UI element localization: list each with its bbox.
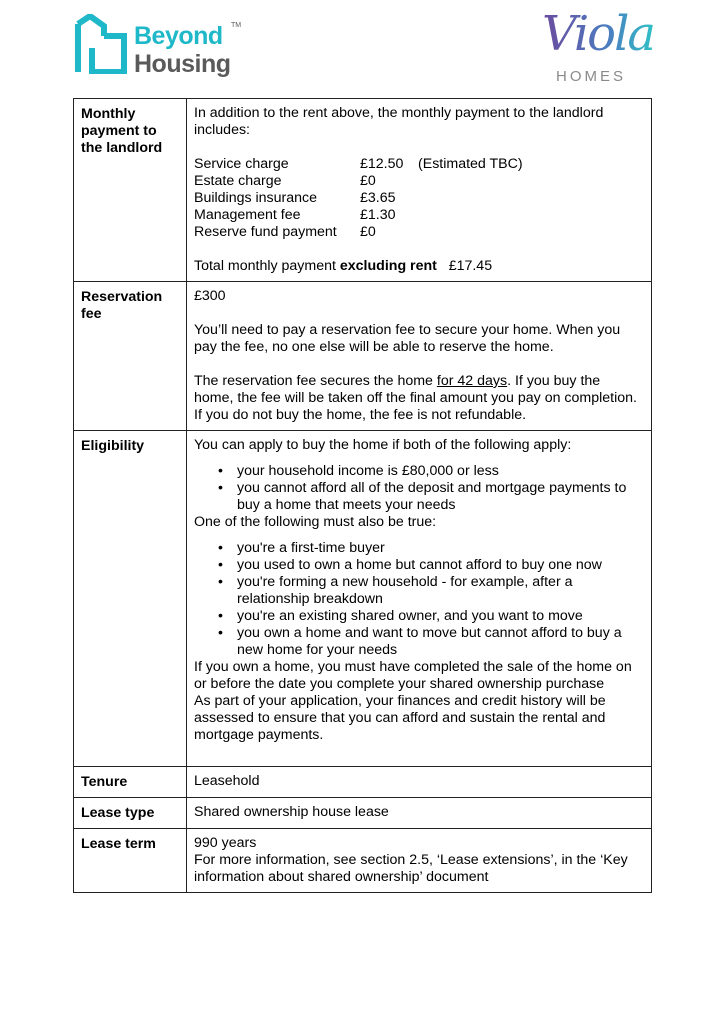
- list-item: • you're a first-time buyer: [194, 540, 643, 557]
- row-reservation-fee: [74, 282, 652, 431]
- row-eligibility: [74, 431, 652, 767]
- lease-term-value: 990 years: [194, 835, 257, 851]
- fee-note: (Estimated TBC): [418, 156, 523, 172]
- row-label: Lease term: [74, 829, 187, 893]
- viola-script: Viola: [542, 6, 655, 62]
- row-label: Tenure: [74, 767, 187, 798]
- viola-homes-logo: [540, 6, 655, 88]
- homes-text: HOMES: [556, 68, 627, 85]
- fee-name: Service charge: [194, 156, 289, 172]
- fee-name: Estate charge: [194, 173, 282, 189]
- monthly-intro: In addition to the rent above, the monthly payment to the landlord includes:: [194, 105, 604, 138]
- eligibility-mid: One of the following must also be true:: [194, 514, 437, 530]
- eligibility-outro-1: If you own a home, you must have completed the sale of the home on or before the date you complete your shared ownership purchase: [194, 659, 632, 692]
- fee-item: [194, 207, 643, 224]
- fee-amount: £0: [360, 173, 376, 189]
- list-item: • you're forming a new household - for example, after a relationship breakdown: [194, 574, 643, 608]
- logo-trademark: TM: [231, 22, 242, 29]
- lease-term-note: For more information, see section 2.5, ‘Lease extensions’, in the ‘Key information about shared ownership’ document: [194, 852, 628, 885]
- eligibility-outro-2: As part of your application, your finances and credit history will be assessed to ensure that you can afford and sustain the rental and mortgage payments.: [194, 693, 606, 743]
- fee-amount: £0: [360, 224, 376, 240]
- fee-item: [194, 156, 643, 173]
- list-item: • your household income is £80,000 or less: [194, 463, 643, 480]
- reservation-amount: £300: [194, 288, 226, 304]
- row-value: Leasehold: [187, 767, 652, 798]
- eligibility-list-1: [194, 463, 643, 514]
- eligibility-list-2: [194, 540, 643, 659]
- reservation-period: for 42 days: [436, 373, 508, 389]
- fee-item: [194, 190, 643, 207]
- total-amount: £17.45: [448, 258, 493, 274]
- reservation-para-2: [194, 373, 643, 424]
- key-info-table: [73, 98, 652, 893]
- row-lease-term: [74, 829, 652, 893]
- fee-amount: £3.65: [360, 190, 396, 206]
- eligibility-intro: You can apply to buy the home if both of the following apply:: [194, 437, 572, 453]
- fee-item: [194, 224, 643, 241]
- row-lease-type: [74, 798, 652, 829]
- logo-line-2: Housing: [134, 50, 231, 78]
- row-value: Shared ownership house lease: [187, 798, 652, 829]
- total-prefix: Total monthly payment: [194, 258, 340, 274]
- row-value: [187, 431, 652, 767]
- fee-item: [194, 173, 643, 190]
- row-label: Eligibility: [74, 431, 187, 767]
- fee-name: Buildings insurance: [194, 190, 318, 206]
- para2-before: The reservation fee secures the home: [194, 373, 437, 389]
- row-tenure: [74, 767, 652, 798]
- logo-line-1: Beyond: [134, 22, 223, 50]
- row-label: Lease type: [74, 798, 187, 829]
- total-bold: excluding rent: [339, 258, 437, 274]
- list-item: • you cannot afford all of the deposit and mortgage payments to buy a home that meets your needs: [194, 480, 643, 514]
- row-value: [187, 99, 652, 282]
- house-icon: [72, 14, 128, 74]
- para2-after: . If you buy the home, the fee will be taken off the final amount you pay on completion. If you do not buy the home, the fee is not refundable.: [194, 373, 637, 423]
- row-value: [187, 829, 652, 893]
- fee-amount: £12.50: [360, 156, 404, 172]
- row-value: [187, 282, 652, 431]
- row-label: Monthly payment to the landlord: [74, 99, 187, 282]
- list-item: • you own a home and want to move but cannot afford to buy a new home for your needs: [194, 625, 643, 659]
- reservation-para-1: You’ll need to pay a reservation fee to secure your home. When you pay the fee, no one else will be able to reserve the home.: [194, 322, 621, 355]
- fee-name: Reserve fund payment: [194, 224, 337, 240]
- beyond-housing-logo: [72, 14, 247, 78]
- fee-name: Management fee: [194, 207, 301, 223]
- row-label: Reservation fee: [74, 282, 187, 431]
- list-item: • you used to own a home but cannot afford to buy one now: [194, 557, 643, 574]
- fee-amount: £1.30: [360, 207, 396, 223]
- monthly-total: [194, 258, 643, 275]
- list-item: • you're an existing shared owner, and you want to move: [194, 608, 643, 625]
- row-monthly-payment: [74, 99, 652, 282]
